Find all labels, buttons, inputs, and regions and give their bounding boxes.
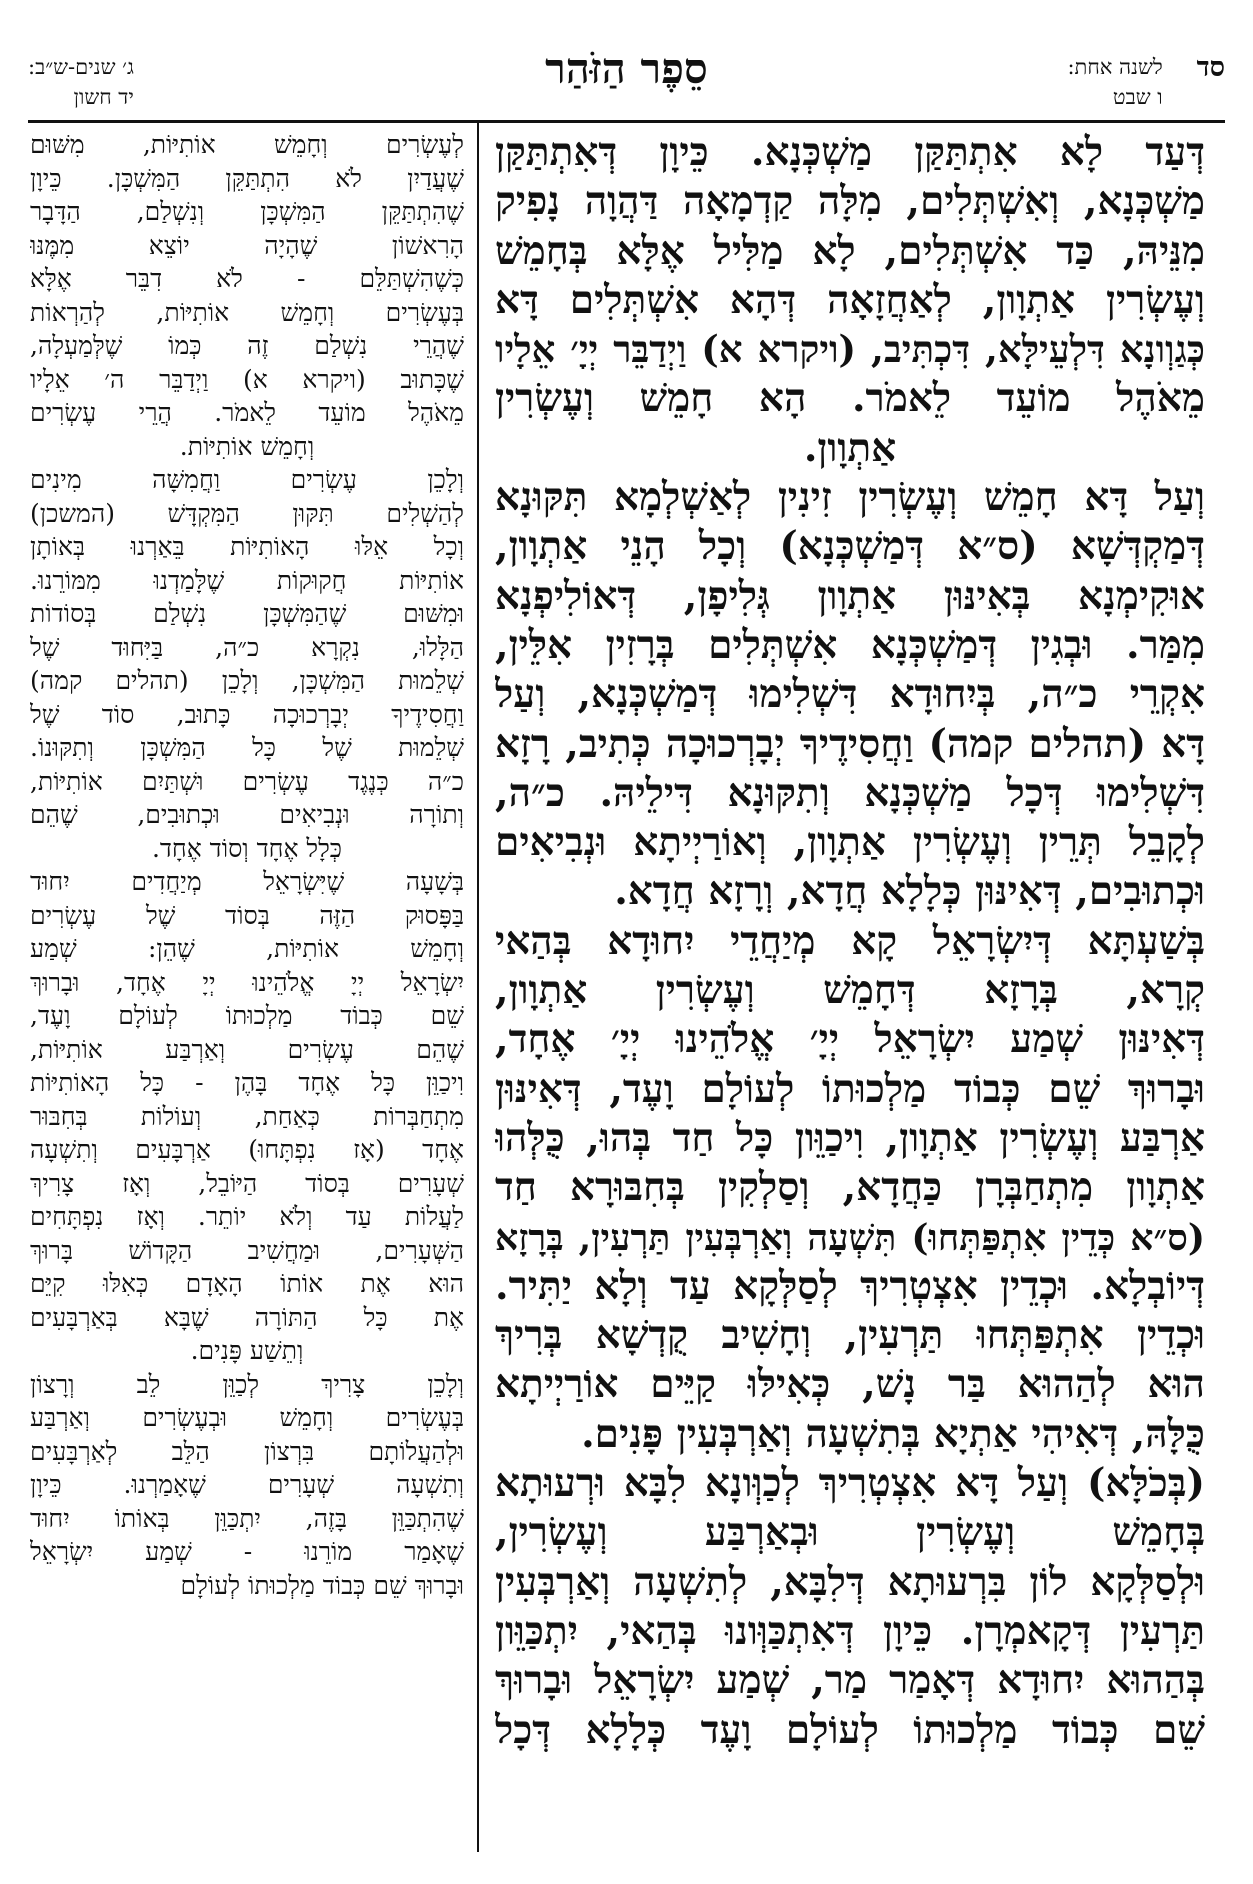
text-line: לַעֲלוֹת עַד וְלֹא יוֹתֵר. וְאָז נִפְתָּחִים — [30, 1202, 464, 1231]
text-line: הוּא לְהַהוּא בַּר נָשׁ, כְּאִילּוּ קַיֵּים אוֹרַיְיתָא — [495, 1361, 1205, 1408]
text-line: קְרָא, בְּרָזָא דְּחָמֵשׁ וְעֶשְׂרִין אַתְוָון, — [495, 967, 1205, 1014]
text-line: אֶת כָּל הַתּוֹרָה שֶׁבָּא בְּאַרְבָּעִים — [30, 1302, 464, 1332]
text-line: וְעַל דָּא חָמֵשׁ וְעֶשְׂרִין זִינִין לְאַשְׁלְמָא תִּקּוּנָא — [495, 474, 1205, 521]
text-line: וְחָמֵשׁ אוֹתִיּוֹת, שֶׁהֵן: שְׁמַע — [30, 934, 464, 963]
text-line: מִנֵּיהּ, כַּד אִשְׁתְּלִים, לָא מַלִּיל אֶלָּא בְּחָמֵשׁ — [495, 227, 1205, 274]
text-line: תַּרְעִין דְּקָאמְרָן. כֵּיוָן דְּאִתְכַּוְּונוּ בְּהַאי, יִתְכַּוֵּון — [495, 1607, 1205, 1654]
text-line: אוּקִימְנָא בְּאִינּוּן אַתְוָון גְּלִיפָן, דְּאוֹלִיפְנָא — [495, 572, 1205, 619]
column-divider — [477, 122, 479, 1852]
text-line: בַּפָּסוּק הַזֶּה בְּסוֹד שֶׁל עֶשְׂרִים — [30, 900, 464, 930]
text-line: בְּשַׁעְתָּא דְּיִשְׂרָאֵל קָא מְיַחֲדֵי יִחוּדָא בְּהַאי — [495, 917, 1205, 964]
text-line: הָרִאשׁוֹן שֶׁהָיָה יוֹצֵא מִמֶּנּוּ — [30, 230, 464, 260]
text-line: שֶׁכָּתוּב (ויקרא א) וַיְדַבֵּר ה׳ אֵלָיו — [30, 364, 464, 394]
book-title: סֵפֶר הַזֹּהַר — [545, 44, 708, 93]
text-line: וְעֶשְׂרִין אַתְוָון, לְאַחֲזָאָה דְּהָא אִשְׁתְּלִים דָּא — [495, 276, 1205, 323]
text-line: כְּלָל אֶחָד וְסוֹד אֶחָד. — [151, 833, 343, 863]
text-line: שֶׁהֵם עֶשְׂרִים וְאַרְבַּע אוֹתִיּוֹת, — [30, 1034, 464, 1064]
text-line: בְּחָמֵשׁ וְעֶשְׂרִין וּבְאַרְבַּע וְעֶשְׂרִין, — [495, 1509, 1205, 1556]
text-line: שְׁלֵמוּת הַמִּשְׁכָּן, וְלָכֵן (תהלים קמה) — [30, 666, 464, 695]
schedule-line-2: ו שבט — [1112, 85, 1163, 109]
text-line: אוֹתִיּוֹת חֲקוּקוֹת שֶׁלָּמַדְנוּ מִמּוֹרֵנוּ. — [30, 565, 464, 595]
text-line: יִשְׂרָאֵל יְיָ אֱלֹהֵינוּ יְיָ אֶחָד, וּבָרוּךְ — [30, 967, 464, 997]
text-line: שֶׁעֲדַיִן לֹא הִתְתַּקֵּן הַמִּשְׁכָּן. כֵּיוָן — [30, 163, 464, 193]
text-line: וְלָכֵן עֶשְׂרִים וַחֲמִשָּׁה מִינִים — [30, 465, 464, 494]
page-header — [28, 44, 1225, 122]
text-line: וְתֵשַׁע פָּנִים. — [190, 1336, 304, 1365]
text-line: וַחֲסִידֶיךָ יְבָרְכוּכָה כָּתוּב, סוֹד שֶׁל — [30, 699, 464, 729]
text-line: וִיכַוֵּן כָּל אֶחָד בָּהֶן - כָּל הָאוֹתִיּוֹת — [30, 1068, 464, 1097]
header-rule — [28, 120, 1225, 123]
text-line: שֵׁם כְּבוֹד מַלְכוּתוֹ לְעוֹלָם וָעֶד, — [30, 1001, 464, 1030]
text-line: מִמַּר. וּבְגִין דְּמַשְׁכְּנָא אִשְׁתְּלִים בְּרָזִין אִלֵּין, — [495, 621, 1205, 668]
text-line: מֵאֹהֶל מוֹעֵד לֵאמֹר. הָא חָמֵשׁ וְעֶשְׂרִין — [495, 375, 1205, 422]
text-line: וּלְהַעֲלוֹתָם בִּרְצוֹן הַלֵּב לְאַרְבָּעִים — [30, 1436, 464, 1466]
text-line: וּבָרוּךְ שֵׁם כְּבוֹד מַלְכוּתוֹ לְעוֹלָם — [180, 1570, 464, 1600]
text-line: שֶׁהִתְכַּוֵּן בָּזֶה, יִתְכַּוֵּן בְּאוֹתוֹ יִחוּד — [30, 1503, 464, 1533]
text-line: דְּעַד לָא אִתְתַּקַּן מַשְׁכְּנָא. כֵּיוָן דְּאִתְתַּקַּן — [495, 129, 1205, 175]
text-line: אִקְרֵי כ״ה, בְּיִחוּדָא דִּשְׁלִימוּ דְּמַשְׁכְּנָא, וְעַל — [495, 671, 1205, 718]
text-line: דְּיוֹבְלָא. וּכְדֵין אִצְטְרִיךְ לְסַלְּקָא עַד וְלָא יַתִּיר. — [495, 1262, 1205, 1309]
text-line: דָּא (תהלים קמה) וַחֲסִידֶיךָ יְבָרְכוּכָה כְּתִיב, רָזָא — [495, 720, 1205, 767]
main-text-column — [495, 128, 1205, 1848]
text-line: הַלָּלוּ, נִקְרָא כ״ה, בַּיִּחוּד שֶׁל — [30, 632, 464, 662]
text-line: כֻּלָּהּ, דְּאִיהִי אַתְיָא בְּתִשְׁעָה וְאַרְבְּעִין פָּנִים. — [581, 1410, 1205, 1457]
text-line: דְּמַקְדְּשָׁא (ס״א דְּמַשְׁכְּנָא) וְכָל הָנֵי אַתְוָון, — [495, 523, 1205, 570]
text-line: וְלָכֵן צָרִיךְ לְכַוֵּן לֵב וְרָצוֹן — [30, 1369, 464, 1399]
text-line: וְחָמֵשׁ אוֹתִיּוֹת. — [179, 431, 315, 461]
text-line: וְתִשְׁעָה שְׁעָרִים שֶׁאָמַרְנוּ. כֵּיוָן — [30, 1470, 464, 1499]
text-line: לְעֶשְׂרִים וְחָמֵשׁ אוֹתִיּוֹת, מִשּׁוּם — [30, 130, 464, 159]
text-line: שֶׁהִתְתַּקֵּן הַמִּשְׁכָּן וְנִשְׁלַם, הַדָּבָר — [30, 197, 464, 226]
text-line: (בְּכֹלָּא) וְעַל דָּא אִצְטְרִיךְ לְכַוְּונָא לִבָּא וּרְעוּתָא — [495, 1460, 1205, 1507]
text-line: שְׁעָרִים בְּסוֹד הַיּוֹבֵל, וְאָז צָרִיךְ — [30, 1168, 464, 1198]
text-line: שֶׁהֲרֵי נִשְׁלַם זֶה כְּמוֹ שֶׁלְּמַעְלָה, — [30, 331, 464, 360]
header-left — [28, 52, 134, 112]
cycle-line-1: ג׳ שנים-ש״ב: — [28, 55, 134, 79]
text-line: מִתְחַבְּרוֹת כְּאַחַת, וְעוֹלוֹת בְּחִבּוּר — [30, 1101, 464, 1131]
text-line: וְתוֹרָה וּנְבִיאִים וּכְתוּבִים, שֶׁהֵם — [30, 800, 464, 829]
text-line: דִּשְׁלִימוּ דְּכָל מַשְׁכְּנָא וְתִקּוּנָא דִּילֵיהּ. כ״ה, — [495, 769, 1205, 816]
text-line: שֶׁאָמַר מוֹרֵנוּ - שְׁמַע יִשְׂרָאֵל — [30, 1537, 464, 1566]
page-number: סד — [1196, 52, 1225, 83]
text-line: בְּהַהוּא יִחוּדָא דְּאָמַר מַר, שְׁמַע יִשְׂרָאֵל וּבָרוּךְ — [495, 1657, 1205, 1704]
text-line: וּמִשּׁוּם שֶׁהַמִּשְׁכָּן נִשְׁלַם בְּסוֹדוֹת — [30, 599, 464, 628]
text-line: הַשְּׁעָרִים, וּמַחֲשִׁיב הַקָּדוֹשׁ בָּרוּךְ — [30, 1235, 464, 1265]
text-line: אֶחָד (אָז נִפְתָּחוּ) אַרְבָּעִים וְתִשְׁעָה — [30, 1135, 464, 1164]
text-line: (ס״א כְּדֵין אִתְפַּתְּחוּ) תִּשְׁעָה וְאַרְבְּעִין תַּרְעִין, בְּרָזָא — [495, 1215, 1205, 1259]
text-line: שְׁלֵמוּת שֶׁל כָּל הַמִּשְׁכָּן וְתִקּוּנוֹ. — [30, 733, 464, 762]
text-line: בְּעֶשְׂרִים וְחָמֵשׁ וּבְעֶשְׂרִים וְאַרְבַּע — [30, 1403, 464, 1432]
text-line: כְּשֶׁהִשְׁתַּלֵּם - לֹא דִבֵּר אֶלָּא — [30, 264, 464, 293]
text-line: וּלְסַלְּקָא לוֹן בִּרְעוּתָא דְּלִבָּא, לְתִשְׁעָה וְאַרְבְּעִין — [495, 1558, 1205, 1605]
text-line: מַשְׁכְּנָא, וְאִשְׁתְּלִים, מִלָּה קַדְמָאָה דַּהֲוָה נָפִיק — [495, 178, 1205, 225]
text-line: וְכָל אֵלּוּ הָאוֹתִיּוֹת בֵּאַרְנוּ בְּאוֹתָן — [30, 532, 464, 561]
cycle-line-2: יד חשון — [73, 85, 134, 109]
text-line: בְּעֶשְׂרִים וְחָמֵשׁ אוֹתִיּוֹת, לְהַרְאוֹת — [30, 297, 464, 327]
text-line: אַתְוָון מִתְחַבְּרָן כַּחֲדָא, וְסַלְקִין בְּחִבּוּרָא חַד — [495, 1164, 1205, 1211]
schedule-line-1: לשנה אחת: — [1067, 55, 1163, 79]
text-line: וּכְדֵין אִתְפַּתְּחוּ תַּרְעִין, וְחָשִׁיב קֻדְשָׁא בְּרִיךְ — [495, 1312, 1205, 1359]
text-line: כְּגַוְונָא דִּלְעֵילָּא, דִּכְתִּיב, (ויקרא א) וַיְדַבֵּר יְיָ׳ אֵלָיו — [495, 327, 1205, 372]
text-line: וּכְתוּבִים, דְּאִינּוּן כְּלָלָא חֲדָא, וְרָזָא חֲדָא. — [614, 868, 1205, 915]
text-line: אַרְבַּע וְעֶשְׂרִין אַתְוָון, וִיכַוֵּון כָּל חַד בְּהוּ, כֻּלְּהוּ — [495, 1114, 1205, 1161]
text-line: בְּשָׁעָה שֶׁיִּשְׂרָאֵל מְיַחֲדִים יִחוּד — [30, 867, 464, 896]
commentary-column — [30, 128, 464, 1848]
text-line: לְהַשְׁלִים תִּקּוּן הַמִּקְדָּשׁ (המשכן) — [30, 498, 464, 528]
text-line: מֵאֹהֶל מוֹעֵד לֵאמֹר. הֲרֵי עֶשְׂרִים — [30, 398, 464, 427]
text-line: שֵׁם כְּבוֹד מַלְכוּתוֹ לְעוֹלָם וָעֶד כְּלָלָא דְּכָל — [495, 1706, 1205, 1753]
text-line: דְּאִינּוּן שְׁמַע יִשְׂרָאֵל יְיָ׳ אֱלֹהֵינוּ יְיָ׳ אֶחָד, — [495, 1016, 1205, 1063]
text-line: לְקָבֵל תְּרֵין וְעֶשְׂרִין אַתְוָון, וְאוֹרַיְיתָא וּנְבִיאִים — [495, 819, 1205, 866]
text-line: הוּא אֶת אוֹתוֹ הָאָדָם כְּאִלּוּ קִיֵּם — [30, 1269, 464, 1298]
text-line: וּבָרוּךְ שֵׁם כְּבוֹד מַלְכוּתוֹ לְעוֹלָם וָעֶד, דְּאִינּוּן — [495, 1065, 1205, 1112]
text-line: כ״ה כְּנֶגֶד עֶשְׂרִים וּשְׁתַּיִם אוֹתִיּוֹת, — [30, 766, 464, 796]
text-line: אַתְוָון. — [803, 424, 897, 471]
